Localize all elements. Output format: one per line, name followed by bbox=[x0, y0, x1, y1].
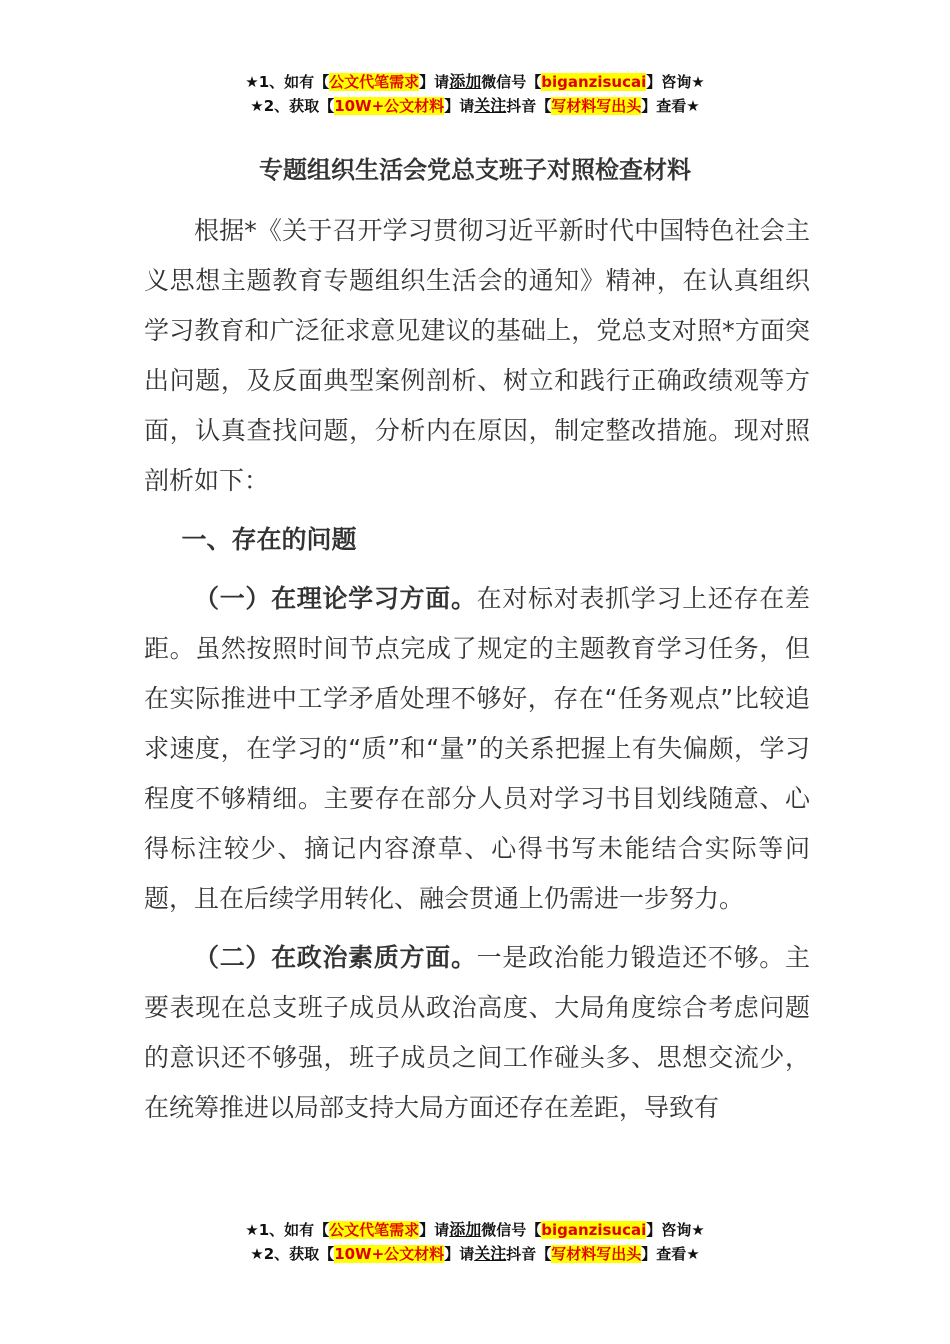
underlined-text: 关注 bbox=[474, 1244, 507, 1263]
notice-line-1 bbox=[0, 70, 950, 94]
notice-text: 】查看★ bbox=[641, 1245, 700, 1263]
underlined-text: 添加 bbox=[449, 1220, 482, 1239]
notice-line-1 bbox=[0, 1218, 950, 1242]
intro-paragraph: 根据*《关于召开学习贯彻习近平新时代中国特色社会主义思想主题教育专题组织生活会的通知》精神，在认真组织学习教育和广泛征求意见建议的基础上，党总支对照*方面突出问题，及反面典型案例剖析、树立和践行正确政绩观等方面，认真查找问题，分析内在原因，制定整改措施。现对照剖析如下： bbox=[144, 216, 810, 495]
item-text: 在对标对表抓学习上还存在差距。虽然按照时间节点完成了规定的主题教育学习任务，但在实际推进中工学矛盾处理不够好，存在“任务观点”比较追求速度，在学习的“质”和“量”的关系把握上有失偏颇，学习程度不够精细。主要存在部分人员对学习书目划线随意、心得标注较少、摘记内容潦草、心得书写未能结合实际等问题，且在后续学用转化、融会贯通上仍需进一步努力。 bbox=[144, 584, 810, 913]
notice-text: 微信号【 bbox=[481, 1221, 542, 1239]
notice-text: 微信号【 bbox=[481, 73, 542, 91]
paragraph-theory-study bbox=[144, 574, 810, 924]
footer-notice-banner bbox=[0, 1218, 950, 1266]
notice-text: 】咨询★ bbox=[646, 73, 705, 91]
highlight-materials: 10W+公文材料 bbox=[334, 1245, 445, 1263]
item-heading: （一）在理论学习方面。 bbox=[194, 584, 477, 613]
highlight-douyin-id: 写材料写出头 bbox=[551, 97, 642, 115]
underlined-text: 关注 bbox=[474, 96, 507, 115]
notice-line-2 bbox=[0, 1242, 950, 1266]
notice-line-2 bbox=[0, 94, 950, 118]
highlight-service: 公文代笔需求 bbox=[329, 73, 420, 91]
notice-text: 】查看★ bbox=[641, 97, 700, 115]
notice-text: ★2、获取【 bbox=[250, 1245, 335, 1263]
highlight-wechat-id: biganzisucai bbox=[541, 73, 647, 91]
notice-text: 】请 bbox=[419, 1221, 450, 1239]
notice-text: 】请 bbox=[444, 97, 475, 115]
notice-text: ★1、如有【 bbox=[245, 1221, 330, 1239]
notice-text: 抖音【 bbox=[506, 1245, 552, 1263]
highlight-wechat-id: biganzisucai bbox=[541, 1221, 647, 1239]
highlight-service: 公文代笔需求 bbox=[329, 1221, 420, 1239]
notice-text: 】请 bbox=[444, 1245, 475, 1263]
notice-text: 抖音【 bbox=[506, 97, 552, 115]
notice-text: ★2、获取【 bbox=[250, 97, 335, 115]
paragraph-political-quality bbox=[144, 933, 810, 1133]
item-heading: （二）在政治素质方面。 bbox=[194, 943, 477, 972]
header-notice-banner bbox=[0, 70, 950, 118]
section-heading: 一、存在的问题 bbox=[181, 525, 357, 554]
underlined-text: 添加 bbox=[449, 72, 482, 91]
item-text: 一是政治能力锻造还不够。主要表现在总支班子成员从政治高度、大局角度综合考虑问题的意识还不够强，班子成员之间工作碰头多、思想交流少，在统筹推进以局部支持大局方面还存在差距，导致有 bbox=[144, 943, 810, 1122]
document-title: 专题组织生活会党总支班子对照检查材料 bbox=[259, 156, 691, 184]
notice-text: 】咨询★ bbox=[646, 1221, 705, 1239]
notice-text: ★1、如有【 bbox=[245, 73, 330, 91]
notice-text: 】请 bbox=[419, 73, 450, 91]
highlight-materials: 10W+公文材料 bbox=[334, 97, 445, 115]
highlight-douyin-id: 写材料写出头 bbox=[551, 1245, 642, 1263]
document-body bbox=[144, 206, 810, 1133]
